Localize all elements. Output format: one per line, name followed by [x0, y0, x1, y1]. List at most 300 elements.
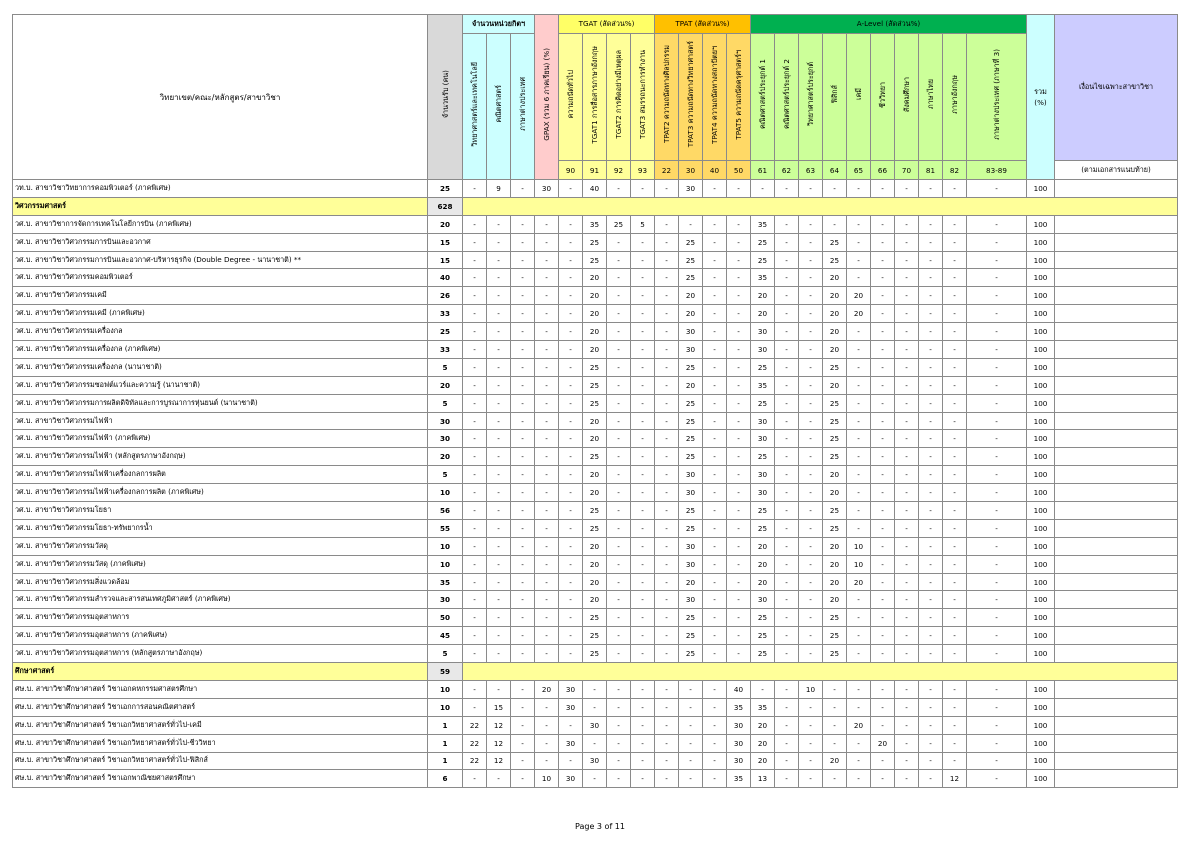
score-weight-cell: -: [511, 716, 535, 734]
score-weight-cell: -: [535, 752, 559, 770]
score-weight-cell: -: [703, 269, 727, 287]
score-weight-cell: -: [799, 251, 823, 269]
score-weight-cell: -: [775, 645, 799, 663]
table-row: [13, 448, 1178, 466]
score-weight-cell: -: [487, 358, 511, 376]
total-percent: 100: [1027, 341, 1055, 359]
condition-cell: [1055, 430, 1178, 448]
score-weight-cell: -: [511, 305, 535, 323]
score-weight-cell: -: [511, 555, 535, 573]
score-weight-cell: -: [607, 287, 631, 305]
score-weight-cell: -: [511, 215, 535, 233]
program-name: วศ.บ. สาขาวิชาวิศวกรรมวัสดุ: [13, 537, 428, 555]
score-weight-cell: 20: [751, 716, 775, 734]
faculty-row: [13, 663, 1178, 681]
score-weight-cell: -: [919, 448, 943, 466]
score-weight-cell: -: [919, 502, 943, 520]
score-weight-cell: -: [775, 287, 799, 305]
table-row: [13, 430, 1178, 448]
score-weight-cell: 25: [823, 394, 847, 412]
score-weight-cell: -: [775, 358, 799, 376]
score-weight-cell: -: [895, 680, 919, 698]
score-weight-cell: -: [631, 502, 655, 520]
score-weight-cell: -: [607, 412, 631, 430]
score-weight-cell: -: [559, 519, 583, 537]
alevel-col-header: ภาษาอังกฤษ: [943, 34, 967, 161]
score-weight-cell: -: [919, 269, 943, 287]
score-weight-cell: 25: [583, 394, 607, 412]
program-name: วศ.บ. สาขาวิชาวิศวกรรมเครื่องกล (นานาชาติ): [13, 358, 428, 376]
score-weight-cell: 20: [583, 466, 607, 484]
score-weight-cell: -: [559, 323, 583, 341]
score-weight-cell: -: [511, 752, 535, 770]
condition-column-header: เงื่อนไขเฉพาะสาขาวิชา: [1055, 15, 1178, 161]
program-name: วศ.บ. สาขาวิชาวิศวกรรมโยธา: [13, 502, 428, 520]
score-weight-cell: 25: [751, 627, 775, 645]
score-weight-cell: -: [511, 698, 535, 716]
condition-cell: [1055, 376, 1178, 394]
score-weight-cell: -: [967, 698, 1027, 716]
alevel-col-header: ภาษาไทย: [919, 34, 943, 161]
score-weight-cell: -: [655, 502, 679, 520]
tgat-col-header: TGAT3 สมรรถนะการทำงาน: [631, 34, 655, 161]
table-row: [13, 519, 1178, 537]
page-footer: Page 3 of 11: [575, 822, 625, 831]
score-weight-cell: -: [607, 448, 631, 466]
score-weight-cell: -: [535, 573, 559, 591]
score-weight-cell: -: [511, 376, 535, 394]
score-weight-cell: -: [727, 466, 751, 484]
score-weight-cell: -: [655, 734, 679, 752]
score-weight-cell: 20: [871, 734, 895, 752]
score-weight-cell: 20: [583, 269, 607, 287]
score-weight-cell: -: [511, 287, 535, 305]
score-weight-cell: -: [655, 251, 679, 269]
activity-group-header: จำนวนหน่วยกิตฯ: [463, 15, 535, 34]
table-row: [13, 627, 1178, 645]
score-weight-cell: -: [655, 484, 679, 502]
condition-cell: [1055, 645, 1178, 663]
tpat-group-header: TPAT (สัดส่วน%): [655, 15, 751, 34]
condition-cell: [1055, 215, 1178, 233]
score-weight-cell: -: [535, 305, 559, 323]
score-weight-cell: -: [631, 627, 655, 645]
seat-count: 1: [428, 716, 463, 734]
score-weight-cell: -: [919, 430, 943, 448]
score-weight-cell: -: [967, 233, 1027, 251]
score-weight-cell: -: [799, 233, 823, 251]
score-weight-cell: -: [559, 430, 583, 448]
score-weight-cell: -: [631, 716, 655, 734]
score-weight-cell: -: [967, 537, 1027, 555]
score-weight-cell: 30: [727, 734, 751, 752]
program-name: วศ.บ. สาขาวิชาวิศวกรรมการบินและอวกาศ: [13, 233, 428, 251]
score-weight-cell: -: [511, 573, 535, 591]
score-weight-cell: -: [967, 591, 1027, 609]
score-weight-cell: -: [487, 537, 511, 555]
score-weight-cell: -: [823, 215, 847, 233]
score-weight-cell: -: [703, 376, 727, 394]
table-row: [13, 215, 1178, 233]
score-weight-cell: 40: [727, 680, 751, 698]
score-weight-cell: 5: [631, 215, 655, 233]
score-weight-cell: -: [943, 698, 967, 716]
score-weight-cell: 20: [751, 573, 775, 591]
score-weight-cell: -: [535, 698, 559, 716]
score-weight-cell: -: [727, 412, 751, 430]
score-weight-cell: -: [463, 448, 487, 466]
score-weight-cell: -: [871, 591, 895, 609]
score-weight-cell: -: [775, 609, 799, 627]
score-weight-cell: 10: [535, 770, 559, 788]
score-weight-cell: -: [511, 519, 535, 537]
score-weight-cell: -: [511, 484, 535, 502]
score-weight-cell: -: [847, 430, 871, 448]
score-weight-cell: -: [847, 466, 871, 484]
score-weight-cell: -: [895, 287, 919, 305]
score-weight-cell: -: [967, 358, 1027, 376]
score-weight-cell: -: [823, 180, 847, 198]
condition-cell: [1055, 519, 1178, 537]
score-weight-cell: -: [967, 180, 1027, 198]
score-weight-cell: -: [823, 698, 847, 716]
score-weight-cell: -: [727, 484, 751, 502]
score-weight-cell: -: [607, 591, 631, 609]
score-weight-cell: -: [655, 233, 679, 251]
score-weight-cell: 25: [679, 627, 703, 645]
tgat-col-header: ความถนัดทั่วไป: [559, 34, 583, 161]
score-weight-cell: 25: [679, 251, 703, 269]
score-weight-cell: -: [463, 680, 487, 698]
score-weight-cell: 20: [823, 591, 847, 609]
score-weight-cell: 30: [751, 466, 775, 484]
score-weight-cell: -: [871, 627, 895, 645]
score-weight-cell: 20: [847, 716, 871, 734]
score-weight-cell: -: [631, 394, 655, 412]
score-weight-cell: -: [487, 323, 511, 341]
score-weight-cell: -: [895, 734, 919, 752]
score-weight-cell: -: [583, 698, 607, 716]
score-weight-cell: 20: [823, 537, 847, 555]
score-weight-cell: -: [511, 680, 535, 698]
tpat-col-header: TPAT4 ความถนัดทางสถาปัตยฯ: [703, 34, 727, 161]
score-weight-cell: -: [895, 519, 919, 537]
score-weight-cell: -: [631, 537, 655, 555]
score-weight-cell: -: [535, 502, 559, 520]
score-weight-cell: -: [967, 519, 1027, 537]
subject-code: 93: [631, 161, 655, 180]
seat-count: 35: [428, 573, 463, 591]
score-weight-cell: 40: [583, 180, 607, 198]
score-weight-cell: -: [463, 502, 487, 520]
score-weight-cell: -: [631, 484, 655, 502]
total-percent: 100: [1027, 591, 1055, 609]
score-weight-cell: -: [703, 645, 727, 663]
faculty-seat-total: 628: [428, 197, 463, 215]
seat-count: 20: [428, 215, 463, 233]
score-weight-cell: 25: [751, 502, 775, 520]
score-weight-cell: -: [487, 305, 511, 323]
seat-count: 30: [428, 591, 463, 609]
score-weight-cell: 22: [463, 752, 487, 770]
table-row: [13, 609, 1178, 627]
score-weight-cell: -: [703, 466, 727, 484]
seat-count: 5: [428, 466, 463, 484]
score-weight-cell: 20: [751, 537, 775, 555]
score-weight-cell: -: [799, 627, 823, 645]
score-weight-cell: -: [727, 448, 751, 466]
score-weight-cell: -: [823, 734, 847, 752]
score-weight-cell: -: [775, 519, 799, 537]
score-weight-cell: -: [607, 716, 631, 734]
subject-code: 81: [919, 161, 943, 180]
score-weight-cell: -: [871, 537, 895, 555]
program-name: วศ.บ. สาขาวิชาวิศวกรรมอุตสาหการ: [13, 609, 428, 627]
score-weight-cell: -: [631, 251, 655, 269]
score-weight-cell: -: [703, 680, 727, 698]
score-weight-cell: -: [847, 609, 871, 627]
score-weight-cell: -: [727, 555, 751, 573]
alevel-group-header: A-Level (สัดส่วน%): [751, 15, 1027, 34]
score-weight-cell: -: [799, 180, 823, 198]
score-weight-cell: -: [679, 752, 703, 770]
tpat-col-header: TPAT2 ความถนัดทางศิลปกรรม: [655, 34, 679, 161]
score-weight-cell: -: [487, 555, 511, 573]
score-weight-cell: -: [775, 466, 799, 484]
score-weight-cell: -: [559, 269, 583, 287]
score-weight-cell: -: [967, 430, 1027, 448]
score-weight-cell: -: [583, 680, 607, 698]
score-weight-cell: -: [487, 287, 511, 305]
score-weight-cell: -: [487, 341, 511, 359]
score-weight-cell: -: [799, 448, 823, 466]
program-name: วศ.บ. สาขาวิชาวิศวกรรมคอมพิวเตอร์: [13, 269, 428, 287]
score-weight-cell: -: [775, 412, 799, 430]
tpat-col-header: TPAT3 ความถนัดทางวิทยาศาสตร์: [679, 34, 703, 161]
score-weight-cell: -: [775, 734, 799, 752]
score-weight-cell: 30: [751, 430, 775, 448]
seat-count: 40: [428, 269, 463, 287]
score-weight-cell: -: [727, 591, 751, 609]
score-weight-cell: -: [895, 251, 919, 269]
score-weight-cell: -: [967, 752, 1027, 770]
score-weight-cell: -: [511, 269, 535, 287]
score-weight-cell: -: [919, 555, 943, 573]
score-weight-cell: -: [631, 734, 655, 752]
score-weight-cell: -: [511, 502, 535, 520]
score-weight-cell: -: [607, 305, 631, 323]
score-weight-cell: 30: [679, 323, 703, 341]
score-weight-cell: -: [463, 180, 487, 198]
score-weight-cell: -: [535, 645, 559, 663]
score-weight-cell: -: [487, 645, 511, 663]
score-weight-cell: -: [607, 645, 631, 663]
score-weight-cell: 35: [727, 698, 751, 716]
score-weight-cell: 30: [751, 484, 775, 502]
score-weight-cell: -: [775, 502, 799, 520]
score-weight-cell: -: [703, 519, 727, 537]
score-weight-cell: -: [919, 358, 943, 376]
total-percent: 100: [1027, 305, 1055, 323]
score-weight-cell: 20: [823, 484, 847, 502]
score-weight-cell: -: [727, 394, 751, 412]
program-name: ศษ.บ. สาขาวิชาศึกษาศาสตร์ วิชาเอกพาณิชยศาสตรศึกษา: [13, 770, 428, 788]
score-weight-cell: -: [799, 609, 823, 627]
score-weight-cell: -: [895, 609, 919, 627]
subject-code: 64: [823, 161, 847, 180]
score-weight-cell: -: [919, 752, 943, 770]
score-weight-cell: -: [607, 555, 631, 573]
score-weight-cell: -: [655, 752, 679, 770]
score-weight-cell: -: [799, 752, 823, 770]
seat-count: 1: [428, 734, 463, 752]
condition-subheader: (ตามเอกสารแนบท้าย): [1055, 161, 1178, 180]
score-weight-cell: -: [943, 716, 967, 734]
score-weight-cell: -: [775, 573, 799, 591]
seat-count: 55: [428, 519, 463, 537]
score-weight-cell: -: [967, 573, 1027, 591]
total-percent: 100: [1027, 752, 1055, 770]
score-weight-cell: -: [919, 412, 943, 430]
score-weight-cell: -: [535, 519, 559, 537]
score-weight-cell: -: [775, 323, 799, 341]
score-weight-cell: -: [799, 519, 823, 537]
score-weight-cell: -: [799, 591, 823, 609]
score-weight-cell: 25: [679, 358, 703, 376]
score-weight-cell: 30: [751, 341, 775, 359]
score-weight-cell: -: [511, 591, 535, 609]
score-weight-cell: -: [895, 645, 919, 663]
score-weight-cell: -: [655, 287, 679, 305]
score-weight-cell: -: [895, 448, 919, 466]
total-percent: 100: [1027, 734, 1055, 752]
score-weight-cell: -: [895, 716, 919, 734]
total-percent: 100: [1027, 519, 1055, 537]
program-name: วศ.บ. สาขาวิชาวิศวกรรมสิ่งแวดล้อม: [13, 573, 428, 591]
score-weight-cell: -: [535, 555, 559, 573]
score-weight-cell: 25: [583, 358, 607, 376]
score-weight-cell: -: [967, 609, 1027, 627]
score-weight-cell: -: [487, 519, 511, 537]
seats-column-header: จำนวนรับ (คน): [428, 15, 463, 180]
score-weight-cell: -: [775, 484, 799, 502]
table-row: [13, 555, 1178, 573]
total-percent: 100: [1027, 484, 1055, 502]
score-weight-cell: -: [799, 323, 823, 341]
seat-count: 30: [428, 412, 463, 430]
score-weight-cell: -: [487, 466, 511, 484]
score-weight-cell: -: [775, 591, 799, 609]
score-weight-cell: -: [559, 448, 583, 466]
score-weight-cell: -: [607, 770, 631, 788]
score-weight-cell: -: [895, 430, 919, 448]
alevel-col-header: เคมี: [847, 34, 871, 161]
score-weight-cell: 25: [751, 609, 775, 627]
table-row: [13, 269, 1178, 287]
score-weight-cell: -: [919, 537, 943, 555]
score-weight-cell: -: [943, 412, 967, 430]
score-weight-cell: -: [583, 734, 607, 752]
condition-cell: [1055, 484, 1178, 502]
score-weight-cell: 25: [823, 627, 847, 645]
seat-count: 5: [428, 394, 463, 412]
score-weight-cell: -: [967, 484, 1027, 502]
score-weight-cell: -: [799, 734, 823, 752]
seat-count: 50: [428, 609, 463, 627]
score-weight-cell: -: [775, 305, 799, 323]
score-weight-cell: -: [535, 448, 559, 466]
subject-code: 65: [847, 161, 871, 180]
score-weight-cell: -: [487, 770, 511, 788]
tgat-group-header: TGAT (สัดส่วน%): [559, 15, 655, 34]
score-weight-cell: -: [967, 627, 1027, 645]
score-weight-cell: 25: [823, 502, 847, 520]
total-percent: 100: [1027, 430, 1055, 448]
score-weight-cell: -: [895, 555, 919, 573]
score-weight-cell: -: [799, 376, 823, 394]
score-weight-cell: -: [607, 519, 631, 537]
score-weight-cell: -: [703, 448, 727, 466]
score-weight-cell: -: [799, 770, 823, 788]
score-weight-cell: -: [871, 466, 895, 484]
score-weight-cell: -: [487, 215, 511, 233]
score-weight-cell: -: [727, 430, 751, 448]
score-weight-cell: -: [559, 716, 583, 734]
score-weight-cell: -: [703, 502, 727, 520]
score-weight-cell: -: [799, 698, 823, 716]
condition-cell: [1055, 448, 1178, 466]
score-weight-cell: -: [919, 251, 943, 269]
score-weight-cell: 25: [583, 448, 607, 466]
score-weight-cell: -: [631, 698, 655, 716]
score-weight-cell: -: [511, 394, 535, 412]
score-weight-cell: -: [535, 376, 559, 394]
alevel-col-header: คณิตศาสตร์ประยุกต์ 1: [751, 34, 775, 161]
score-weight-cell: 13: [751, 770, 775, 788]
score-weight-cell: -: [943, 287, 967, 305]
condition-cell: [1055, 466, 1178, 484]
score-weight-cell: -: [919, 609, 943, 627]
condition-cell: [1055, 716, 1178, 734]
score-weight-cell: -: [943, 215, 967, 233]
score-weight-cell: -: [871, 716, 895, 734]
score-weight-cell: -: [487, 627, 511, 645]
score-weight-cell: -: [799, 537, 823, 555]
score-weight-cell: -: [727, 287, 751, 305]
seat-count: 10: [428, 680, 463, 698]
score-weight-cell: 25: [751, 251, 775, 269]
score-weight-cell: -: [967, 269, 1027, 287]
score-weight-cell: -: [799, 466, 823, 484]
score-weight-cell: 30: [727, 716, 751, 734]
score-weight-cell: 20: [583, 341, 607, 359]
score-weight-cell: -: [463, 645, 487, 663]
score-weight-cell: 25: [823, 448, 847, 466]
score-weight-cell: -: [895, 358, 919, 376]
score-weight-cell: -: [919, 484, 943, 502]
score-weight-cell: -: [463, 305, 487, 323]
score-weight-cell: -: [535, 269, 559, 287]
seat-count: 20: [428, 448, 463, 466]
score-weight-cell: -: [631, 233, 655, 251]
program-name: ศษ.บ. สาขาวิชาศึกษาศาสตร์ วิชาเอกคหกรรมศาสตรศึกษา: [13, 680, 428, 698]
score-weight-cell: -: [943, 251, 967, 269]
score-weight-cell: -: [847, 323, 871, 341]
score-weight-cell: -: [919, 734, 943, 752]
score-weight-cell: 22: [463, 716, 487, 734]
score-weight-cell: 25: [751, 358, 775, 376]
score-weight-cell: 10: [847, 537, 871, 555]
